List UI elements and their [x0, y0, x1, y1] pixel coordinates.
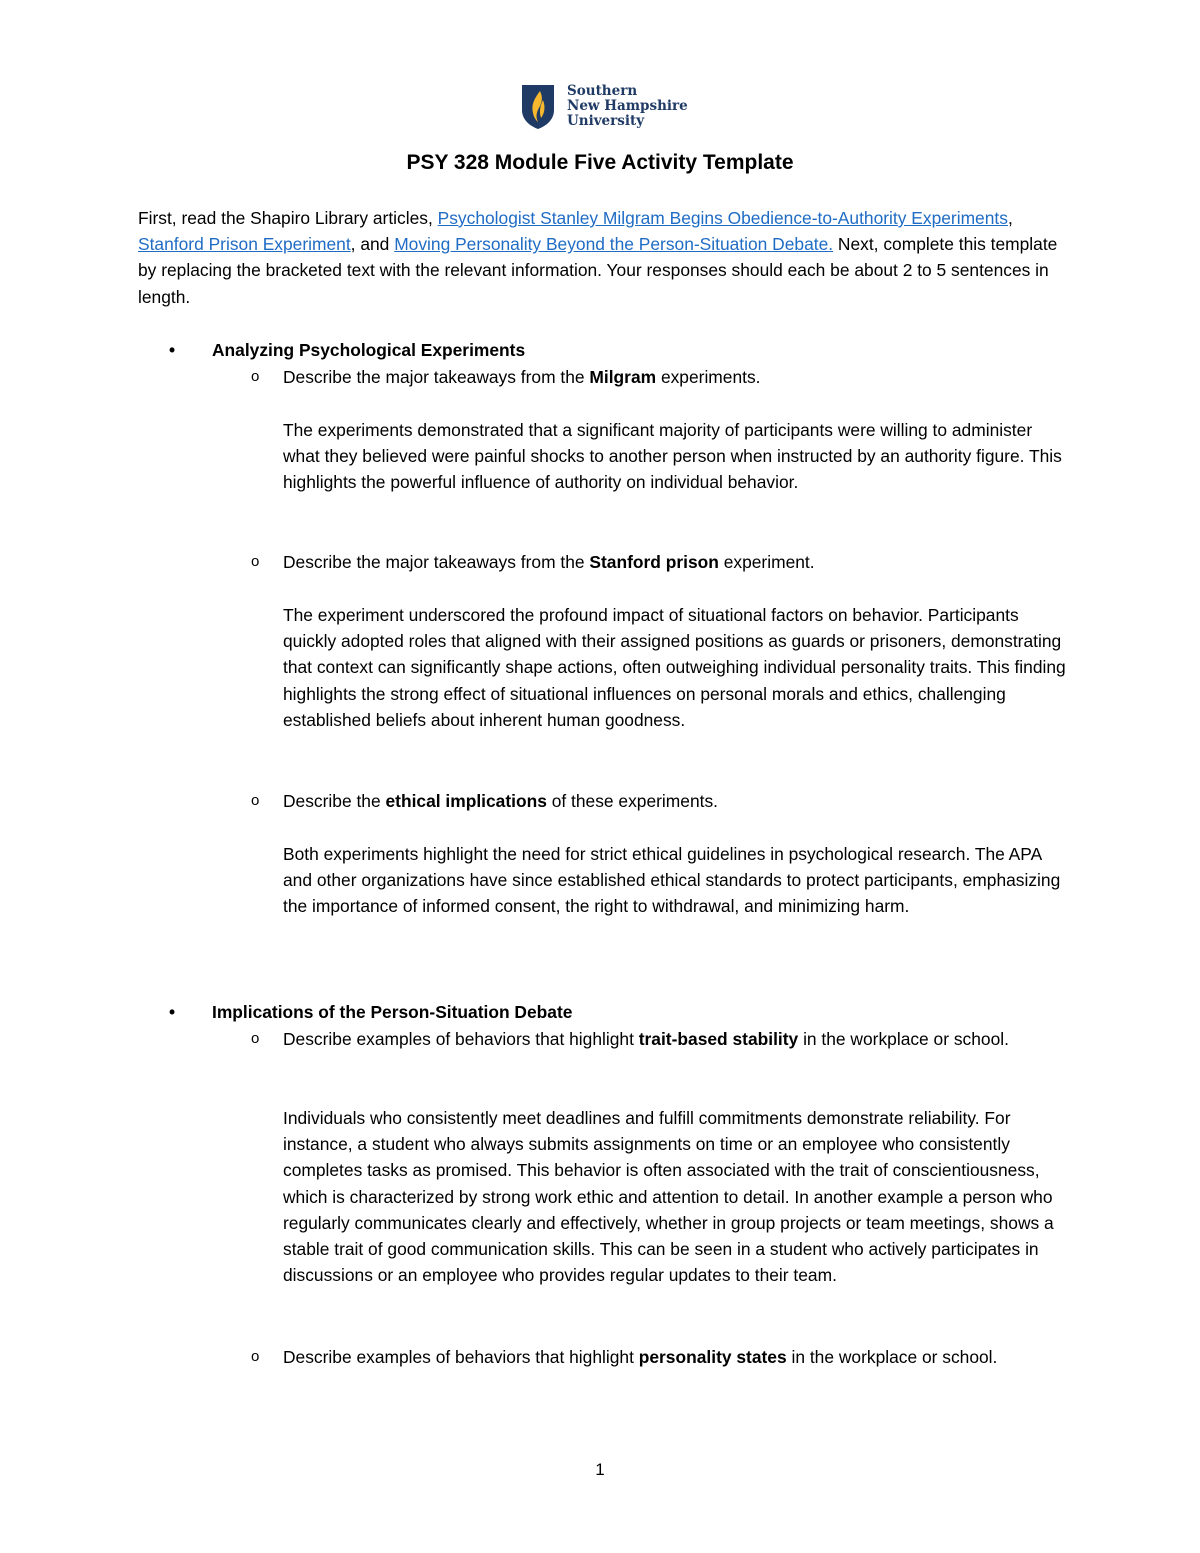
question-pre: Describe the major takeaways from the — [283, 552, 585, 572]
question-pre: Describe the — [283, 791, 381, 811]
sub-bullet-marker: o — [251, 553, 260, 570]
question-bold: Stanford prison — [589, 552, 719, 572]
question-post: experiments. — [660, 367, 761, 387]
question-bold: Milgram — [589, 367, 657, 387]
logo-line-3: University — [567, 113, 645, 129]
question-bold: ethical implications — [385, 791, 547, 811]
sub-bullet-marker: o — [251, 368, 260, 385]
question-text — [283, 364, 1073, 390]
sub-bullet-marker: o — [251, 1030, 260, 1047]
milgram-article-link[interactable]: Psychologist Stanley Milgram Begins Obedience-to-Authority Experiments — [437, 208, 1008, 228]
intro-instructions: Next, complete this template by replacing the bracketed text with the relevant information. Your responses should each be about 2 to 5 sentences in length. — [138, 234, 1058, 307]
question-pre: Describe the major takeaways from the — [283, 367, 585, 387]
question-bold: trait-based stability — [638, 1029, 799, 1049]
section-heading-label: Analyzing Psychological Experiments — [212, 340, 526, 360]
logo-wordmark — [567, 84, 688, 129]
question-post: experiment. — [723, 552, 815, 572]
intro-lead: First, read the Shapiro Library articles, — [138, 208, 433, 228]
bullet-marker: • — [169, 1002, 176, 1022]
intro-paragraph — [138, 205, 1078, 310]
bullet-marker: • — [169, 340, 176, 360]
answer-stanford: The experiment underscored the profound impact of situational factors on behavior. Participants quickly adopted roles that aligned with their assigned positions as guards or prisoners, demonstrating that context can significantly shape actions, often outweighing individual personality traits. This finding highlights the strong effect of situational influences on personal morals and ethics, challenging established beliefs about inherent human goodness. — [283, 605, 1066, 730]
page-number: 1 — [595, 1460, 605, 1479]
intro-sep-1: , — [1007, 208, 1013, 228]
question-pre: Describe examples of behaviors that highlight — [283, 1029, 634, 1049]
sub-bullet-marker: o — [251, 792, 260, 809]
logo-line-1: Southern — [567, 83, 638, 99]
question-post: in the workplace or school. — [803, 1029, 1009, 1049]
answer-trait-stability: Individuals who consistently meet deadlines and fulfill commitments demonstrate reliability. For instance, a student who always submits assignments on time or an employee who consistently completes tasks as promised. This behavior is often associated with the trait of conscientiousness, which is characterized by strong work ethic and attention to detail. In another example a person who regularly communicates clearly and effectively, whether in group projects or team meetings, shows a stable trait of good communication skills. This can be seen in a student who actively participates in discussions or an employee who provides regular updates to their team. — [283, 1108, 1054, 1286]
answer-ethics: Both experiments highlight the need for strict ethical guidelines in psychological research. The APA and other organizations have since established ethical standards to protect participants, emphasizing the importance of informed consent, the right to withdrawal, and minimizing harm. — [283, 844, 1061, 917]
intro-sep-2: , and — [350, 234, 390, 255]
shield-flame-icon — [521, 84, 555, 130]
person-situation-article-link[interactable]: Moving Personality Beyond the Person-Situation Debate. — [394, 234, 834, 255]
question-text — [283, 1026, 1073, 1052]
question-post: of these experiments. — [551, 791, 718, 811]
sub-bullet-marker: o — [251, 1348, 260, 1365]
section-heading-label: Implications of the Person-Situation Debate — [212, 1002, 573, 1022]
snhu-logo — [521, 84, 691, 132]
question-text — [283, 1344, 1073, 1370]
question-text — [283, 788, 1073, 814]
answer-milgram: The experiments demonstrated that a significant majority of participants were willing to administer what they believed were painful shocks to another person when instructed by an authority figure. This highlights the powerful influence of authority on individual behavior. — [283, 420, 1062, 493]
question-bold: personality states — [638, 1347, 787, 1367]
stanford-article-link[interactable]: Stanford Prison Experiment — [138, 234, 351, 255]
document-title: PSY 328 Module Five Activity Template — [406, 151, 794, 174]
question-text — [283, 549, 1073, 575]
question-pre: Describe examples of behaviors that highlight — [283, 1347, 634, 1367]
question-post: in the workplace or school. — [791, 1347, 998, 1367]
logo-line-2: New Hampshire — [567, 98, 688, 114]
